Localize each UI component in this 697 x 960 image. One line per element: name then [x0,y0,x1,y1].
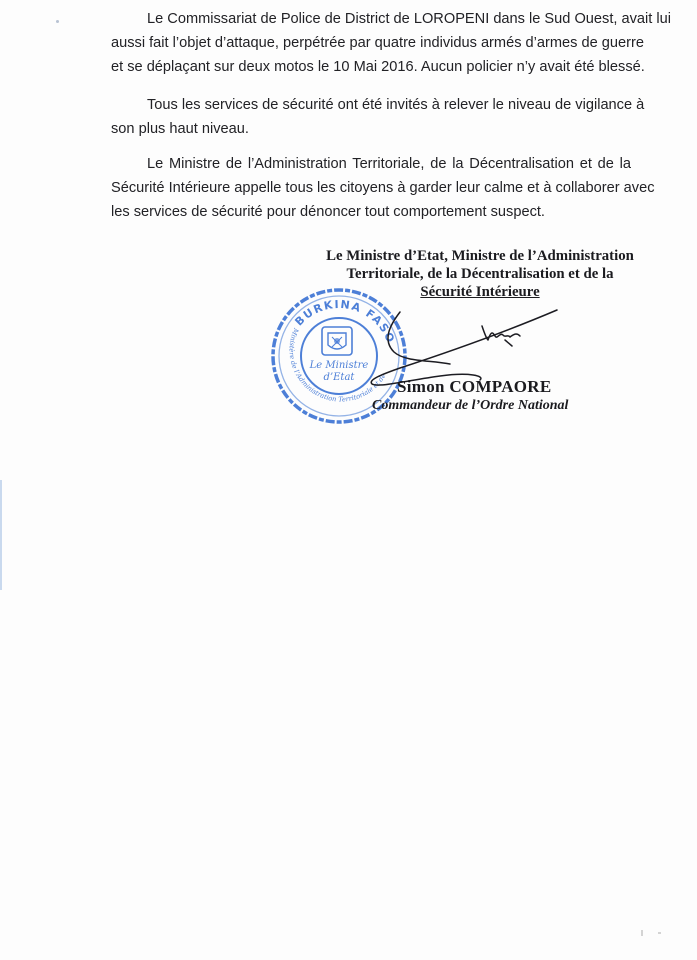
signatory-honorific-text: Commandeur de l’Ordre National [372,398,569,413]
paragraph-3 [111,152,655,224]
paragraph-2-line-1: Tous les services de sécurité ont été invités à relever le niveau de vigilance à [147,97,645,113]
signatory-title-line-3: Sécurité Intérieure [420,284,540,300]
left-edge-mark [0,480,2,590]
paragraph-3-line-1: Le Ministre de l’Administration Territoriale, de la Décentralisation et de la [147,156,631,172]
paragraph-3-line-2: Sécurité Intérieure appelle tous les citoyens à garder leur calme et à collaborer avec [111,180,655,196]
paragraph-2-line-2: son plus haut niveau. [111,121,249,137]
signatory-name-text: Simon COMPAORE [397,377,552,396]
paragraph-1 [111,7,671,79]
paragraph-1-line-3: et se déplaçant sur deux motos le 10 Mai 2016. Aucun policier n’y avait été blessé. [111,59,645,75]
corner-mark-icon [640,928,664,941]
paragraph-1-line-2: aussi fait l’objet d’attaque, perpétrée par quatre individus armés d’armes de guerre [111,35,644,51]
paragraph-1-line-1: Le Commissariat de Police de District de LOROPENI dans le Sud Ouest, avait lui [147,11,671,27]
signatory-name [397,377,552,397]
corner-scan-mark-icon [640,928,664,938]
paragraph-2 [111,93,645,141]
top-left-dot [56,20,59,23]
signatory-title-line-1: Le Ministre d’Etat, Ministre de l’Administration [326,248,634,264]
stamp-ring-text: Ministère de l’Administration Territoriale et de [287,327,388,404]
stamp-country: BURKINA FASO [292,297,398,346]
signatory-honorific [372,398,568,414]
stamp-center-line-2: d’Etat [323,372,355,383]
paragraph-3-line-3: les services de sécurité pour dénoncer tout comportement suspect. [111,204,545,220]
stamp-center-line-1: Le Ministre [309,360,369,371]
signatory-title-line-2: Territoriale, de la Décentralisation et de la [346,266,614,282]
